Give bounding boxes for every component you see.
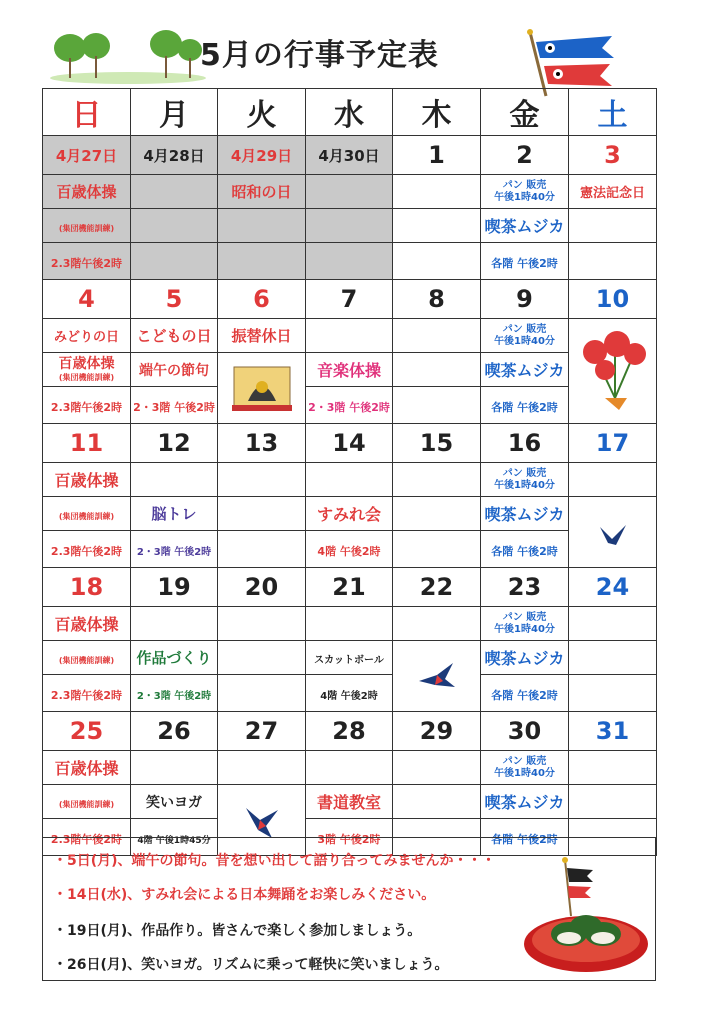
event-time: 2・3階 午後2時	[136, 690, 212, 702]
notes-box	[42, 837, 656, 981]
week-2-date-row	[43, 280, 657, 319]
event-cell	[393, 531, 481, 568]
event-time: 4階 午後1時45分	[137, 835, 211, 846]
event-time: 2.3階午後2時	[50, 832, 123, 846]
event-cell	[569, 607, 657, 641]
weekday-wed: 水	[306, 89, 393, 136]
event-cell	[43, 531, 131, 568]
event-cell	[306, 463, 393, 497]
event-cell	[218, 353, 306, 424]
event-cell	[131, 751, 218, 785]
date-cell: 20	[218, 568, 306, 607]
event-cell	[481, 175, 569, 209]
date-cell: 23	[481, 568, 569, 607]
event-label: 百歳体操	[56, 183, 117, 201]
date-cell: 27	[218, 712, 306, 751]
event-label: 書道教室	[316, 793, 381, 812]
event-note: (集団機能訓練)	[58, 656, 115, 665]
event-cell	[569, 243, 657, 280]
cafe-label: 喫茶ムジカ	[484, 361, 565, 380]
holiday-label: 振替休日	[231, 327, 292, 345]
event-cell	[43, 353, 131, 387]
event-label: 作品づくり	[136, 649, 212, 667]
event-cell	[43, 209, 131, 243]
event-time: 各階 午後2時	[491, 688, 558, 702]
event-cell	[43, 751, 131, 785]
event-cell	[393, 497, 481, 531]
event-note: (集団機能訓練)	[58, 224, 115, 233]
event-cell	[569, 463, 657, 497]
event-cell	[481, 353, 569, 387]
event-cell	[393, 175, 481, 209]
event-cell	[481, 531, 569, 568]
event-cell	[43, 463, 131, 497]
event-cell	[131, 607, 218, 641]
week-5-event-row	[43, 751, 657, 785]
event-time: 2・3階 午後2時	[133, 400, 215, 414]
date-cell: 7	[306, 280, 393, 319]
date-cell: 8	[393, 280, 481, 319]
date-cell: 29	[393, 712, 481, 751]
event-cell	[131, 243, 218, 280]
date-cell: 17	[569, 424, 657, 463]
event-cell	[481, 497, 569, 531]
event-cell	[218, 641, 306, 675]
event-cell	[481, 675, 569, 712]
date-cell: 2	[481, 136, 569, 175]
event-cell	[569, 497, 657, 568]
date-cell: 11	[43, 424, 131, 463]
bread-sale-time: 午後1時40分	[494, 623, 555, 635]
event-cell	[481, 751, 569, 785]
event-cell	[43, 607, 131, 641]
event-cell	[306, 531, 393, 568]
event-cell	[306, 175, 393, 209]
bread-sale-label: パン 販売	[502, 467, 547, 479]
event-cell	[393, 387, 481, 424]
event-cell	[306, 785, 393, 819]
bread-sale-label: パン 販売	[502, 179, 547, 191]
bread-sale-label: パン 販売	[502, 323, 547, 335]
kashiwa-mochi-icon	[521, 856, 651, 976]
event-note: (集団機能訓練)	[58, 800, 115, 809]
weekday-fri: 金	[481, 89, 569, 136]
event-time: 2・3階 午後2時	[308, 400, 390, 414]
event-label: 百歳体操	[54, 615, 119, 634]
event-time: 2.3階午後2時	[50, 400, 123, 414]
event-cell	[569, 785, 657, 819]
date-cell: 4月30日	[306, 136, 393, 175]
date-cell: 4月29日	[218, 136, 306, 175]
date-cell: 10	[569, 280, 657, 319]
event-cell	[43, 175, 131, 209]
event-cell	[218, 175, 306, 209]
week-5-date-row	[43, 712, 657, 751]
event-label: スカットボール	[314, 655, 384, 666]
weekday-thu: 木	[393, 89, 481, 136]
event-cell	[481, 641, 569, 675]
event-label: 百歳体操	[54, 759, 119, 778]
bread-sale-time: 午後1時40分	[494, 767, 555, 779]
event-label: 笑いヨガ	[146, 794, 202, 811]
event-cell	[218, 463, 306, 497]
event-cell	[393, 785, 481, 819]
event-cell	[393, 607, 481, 641]
carnation-icon	[575, 326, 651, 416]
event-cell	[393, 353, 481, 387]
event-cell	[218, 531, 306, 568]
event-cell	[569, 175, 657, 209]
date-cell: 30	[481, 712, 569, 751]
event-time: 2.3階午後2時	[50, 544, 123, 558]
event-cell	[218, 209, 306, 243]
weekday-mon: 月	[131, 89, 218, 136]
header	[0, 0, 724, 90]
event-note: (集団機能訓練)	[58, 512, 115, 521]
event-time: 4階 午後2時	[320, 690, 378, 702]
date-cell: 21	[306, 568, 393, 607]
date-cell: 13	[218, 424, 306, 463]
week-2-mid-row	[43, 353, 657, 387]
event-cell	[306, 751, 393, 785]
page-title: 5月の行事予定表	[200, 38, 439, 73]
event-cell	[306, 641, 393, 675]
event-time: 各階 午後2時	[491, 544, 558, 558]
event-cell	[306, 607, 393, 641]
cafe-label: 喫茶ムジカ	[484, 217, 565, 236]
event-cell	[43, 319, 131, 353]
week-2-event-row	[43, 319, 657, 353]
week-5-mid-row	[43, 785, 657, 819]
event-cell	[393, 319, 481, 353]
week-1-time-row	[43, 243, 657, 280]
date-cell: 26	[131, 712, 218, 751]
week-1-date-row	[43, 136, 657, 175]
event-cell	[131, 463, 218, 497]
event-label: 脳トレ	[151, 505, 197, 523]
week-4-mid-row	[43, 641, 657, 675]
weekday-header-row	[43, 89, 657, 136]
event-note: (集団機能訓練)	[58, 372, 115, 382]
event-cell	[306, 497, 393, 531]
event-cell	[481, 607, 569, 641]
event-cell	[569, 209, 657, 243]
week-1-event-row	[43, 175, 657, 209]
event-label: 端午の節句	[139, 362, 209, 379]
event-cell	[306, 353, 393, 387]
date-cell: 4月28日	[131, 136, 218, 175]
event-label: すみれ会	[316, 505, 381, 524]
event-cell	[131, 353, 218, 387]
note-line: ・5日(月)、端午の節句。昔を想い出して語り合ってみませんか・・・	[53, 853, 496, 869]
event-label: 音楽体操	[316, 361, 381, 380]
event-cell	[306, 387, 393, 424]
swallow-icon	[598, 523, 628, 549]
bread-sale-time: 午後1時40分	[494, 335, 555, 347]
holiday-label: こどもの日	[136, 327, 212, 345]
date-cell: 16	[481, 424, 569, 463]
event-cell	[569, 319, 657, 424]
event-cell	[43, 641, 131, 675]
event-cell	[393, 751, 481, 785]
event-time: 2.3階午後2時	[50, 688, 123, 702]
event-cell	[393, 641, 481, 712]
date-cell: 4月27日	[43, 136, 131, 175]
event-cell	[131, 785, 218, 819]
date-cell: 24	[569, 568, 657, 607]
week-4-time-row	[43, 675, 657, 712]
event-cell	[218, 497, 306, 531]
date-cell: 6	[218, 280, 306, 319]
event-cell	[481, 463, 569, 497]
event-cell	[218, 607, 306, 641]
event-cell	[481, 243, 569, 280]
event-label: 百歳体操	[54, 471, 119, 490]
event-time: 各階 午後2時	[491, 400, 558, 414]
date-cell: 31	[569, 712, 657, 751]
event-cell	[569, 751, 657, 785]
event-cell	[218, 675, 306, 712]
event-cell	[306, 209, 393, 243]
event-cell	[43, 387, 131, 424]
date-cell: 19	[131, 568, 218, 607]
event-cell	[131, 319, 218, 353]
holiday-label: みどりの日	[53, 330, 119, 345]
week-2-time-row	[43, 387, 657, 424]
event-cell	[43, 675, 131, 712]
week-4-date-row	[43, 568, 657, 607]
event-cell	[131, 641, 218, 675]
event-time: 2.3階午後2時	[50, 256, 123, 270]
event-cell	[43, 785, 131, 819]
event-cell	[569, 641, 657, 675]
event-cell	[393, 243, 481, 280]
event-cell	[131, 387, 218, 424]
holiday-label: 憲法記念日	[579, 186, 645, 201]
note-line: ・26日(月)、笑いヨガ。リズムに乗って軽快に笑いましょう。	[53, 957, 449, 973]
holiday-label: 昭和の日	[231, 183, 292, 201]
date-cell: 22	[393, 568, 481, 607]
date-cell: 25	[43, 712, 131, 751]
date-cell: 5	[131, 280, 218, 319]
event-time: 各階 午後2時	[491, 832, 558, 846]
date-cell: 14	[306, 424, 393, 463]
event-cell	[306, 243, 393, 280]
event-time: 各階 午後2時	[491, 256, 558, 270]
event-cell	[569, 675, 657, 712]
date-cell: 12	[131, 424, 218, 463]
date-cell: 15	[393, 424, 481, 463]
event-cell	[218, 319, 306, 353]
event-cell	[306, 319, 393, 353]
event-cell	[131, 497, 218, 531]
cafe-label: 喫茶ムジカ	[484, 505, 565, 524]
date-cell: 3	[569, 136, 657, 175]
week-3-time-row	[43, 531, 657, 568]
note-line: ・19日(月)、作品作り。皆さんで楽しく参加しましょう。	[53, 923, 422, 939]
event-cell	[43, 497, 131, 531]
event-cell	[306, 675, 393, 712]
event-time: 2・3階 午後2時	[136, 546, 212, 558]
event-cell	[393, 209, 481, 243]
week-3-date-row	[43, 424, 657, 463]
bread-sale-label: パン 販売	[502, 611, 547, 623]
bread-sale-time: 午後1時40分	[494, 191, 555, 203]
event-cell	[481, 387, 569, 424]
event-cell	[481, 785, 569, 819]
event-cell	[131, 209, 218, 243]
hina-kabuto-icon	[230, 361, 294, 415]
event-time: 4階 午後2時	[317, 544, 381, 558]
note-line: ・14日(水)、すみれ会による日本舞踊をお楽しみください。	[53, 887, 436, 903]
event-cell	[481, 209, 569, 243]
date-cell: 1	[393, 136, 481, 175]
date-cell: 18	[43, 568, 131, 607]
week-1-mid-row	[43, 209, 657, 243]
week-3-mid-row	[43, 497, 657, 531]
event-cell	[131, 175, 218, 209]
weekday-sun: 日	[43, 89, 131, 136]
weekday-sat: 土	[569, 89, 657, 136]
week-3-event-row	[43, 463, 657, 497]
event-label: 百歳体操	[58, 355, 115, 372]
tree-icon	[48, 28, 208, 84]
cafe-label: 喫茶ムジカ	[484, 649, 565, 668]
cafe-label: 喫茶ムジカ	[484, 793, 565, 812]
calendar-table	[42, 88, 657, 856]
event-cell	[218, 751, 306, 785]
event-cell	[131, 675, 218, 712]
event-cell	[393, 463, 481, 497]
swallow-icon	[417, 661, 457, 691]
date-cell: 9	[481, 280, 569, 319]
event-cell	[218, 243, 306, 280]
event-cell	[481, 319, 569, 353]
week-4-event-row	[43, 607, 657, 641]
date-cell: 4	[43, 280, 131, 319]
event-cell	[43, 243, 131, 280]
event-time: 3階 午後2時	[317, 832, 381, 846]
swallow-icon	[242, 800, 282, 840]
bread-sale-label: パン 販売	[502, 755, 547, 767]
event-cell	[131, 531, 218, 568]
date-cell: 28	[306, 712, 393, 751]
weekday-tue: 火	[218, 89, 306, 136]
bread-sale-time: 午後1時40分	[494, 479, 555, 491]
